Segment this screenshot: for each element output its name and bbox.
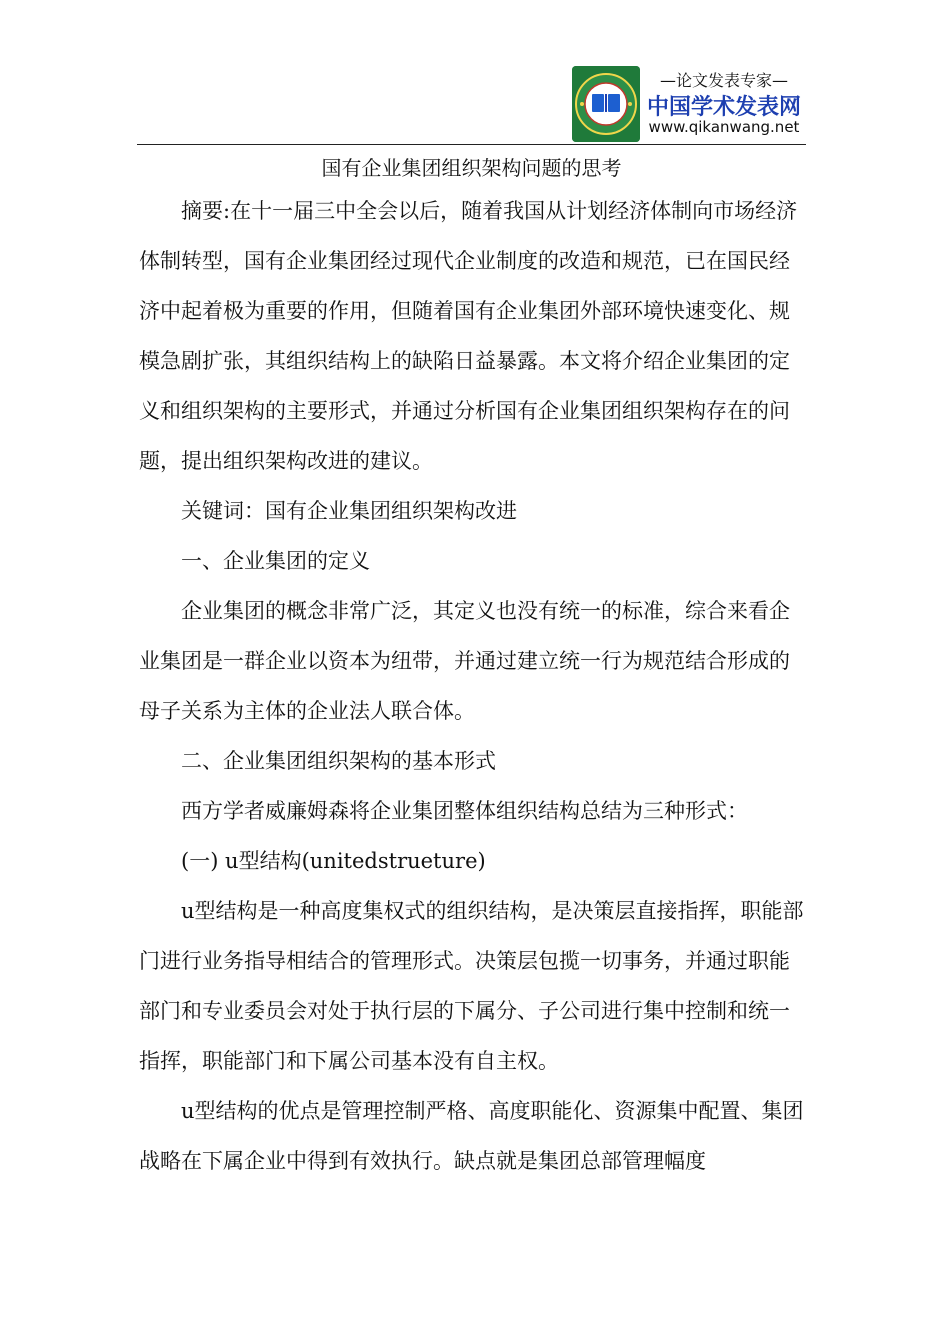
logo-tagline: —论文发表专家—	[659, 71, 788, 90]
site-logo	[572, 66, 804, 142]
subsection-heading: (一) u型结构(unitedstrueture)	[181, 849, 486, 873]
logo-url: www.qikanwang.net	[648, 118, 800, 136]
document-title: 国有企业集团组织架构问题的思考	[321, 156, 622, 180]
body-paragraph: 西方学者威廉姆森将企业集团整体组织结构总结为三种形式：	[181, 799, 748, 823]
logo-name: 中国学术发表网	[646, 95, 801, 120]
body-paragraph: u型结构是一种高度集权式的组织结构，是决策层直接指挥，职能部门进行业务指导相结合的管理形式。决策层包揽一切事务，并通过职能部门和专业委员会对处于执行层的下属分、子公司进行集中控制和统一指挥，职能部门和下属公司基本没有自主权。	[139, 899, 804, 1073]
body-paragraph: u型结构的优点是管理控制严格、高度职能化、资源集中配置、集团战略在下属企业中得到有效执行。缺点就是集团总部管理幅度	[139, 1099, 804, 1173]
section-heading-2: 二、企业集团组织架构的基本形式	[181, 749, 496, 773]
body-paragraph: 企业集团的概念非常广泛，其定义也没有统一的标准，综合来看企业集团是一群企业以资本为纽带，并通过建立统一行为规范结合形成的母子关系为主体的企业法人联合体。	[139, 599, 790, 723]
section-heading-1: 一、企业集团的定义	[181, 549, 370, 573]
abstract-paragraph: 摘要:在十一届三中全会以后，随着我国从计划经济体制向市场经济体制转型，国有企业集团经过现代企业制度的改造和规范，已在国民经济中起着极为重要的作用，但随着国有企业集团外部环境快速变化、规模急剧扩张，其组织结构上的缺陷日益暴露。本文将介绍企业集团的定义和组织架构的主要形式，并通过分析国有企业集团组织架构存在的问题，提出组织架构改进的建议。	[139, 199, 798, 473]
document-body	[139, 186, 809, 1186]
keywords-paragraph: 关键词：国有企业集团组织架构改进	[181, 499, 517, 523]
seal-emblem-icon	[572, 66, 640, 142]
header-divider	[137, 144, 806, 145]
